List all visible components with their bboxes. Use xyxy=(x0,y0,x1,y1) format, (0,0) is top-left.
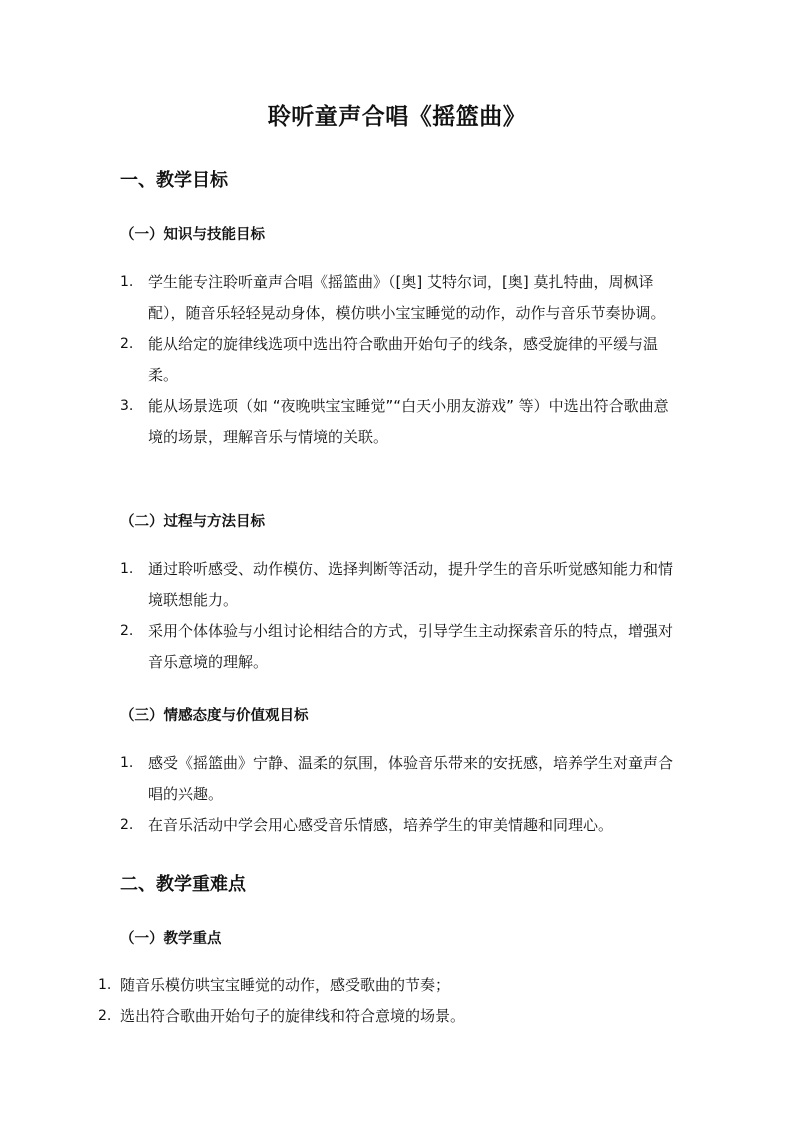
list-item xyxy=(98,970,658,1001)
list-item-text: 能从场景选项（如 “夜晚哄宝宝睡觉”“白天小朋友游戏” 等）中选出符合歌曲意境的场景，理解音乐与情境的关联。 xyxy=(148,397,669,446)
list-item-text: 在音乐活动中学会用心感受音乐情感，培养学生的审美情趣和同理心。 xyxy=(148,816,614,834)
list-item xyxy=(120,554,680,616)
list-item xyxy=(120,616,680,678)
list-item-number: 1. xyxy=(98,977,112,993)
list-item-number: 2. xyxy=(120,336,134,352)
knowledge-objectives-list xyxy=(120,267,680,453)
list-item xyxy=(120,391,680,453)
list-item xyxy=(120,267,680,329)
emotion-objectives-list xyxy=(120,748,680,841)
list-item xyxy=(120,810,680,841)
list-item xyxy=(98,1001,658,1032)
list-item-text: 采用个体体验与小组讨论相结合的方式，引导学生主动探索音乐的特点，增强对音乐意境的理解。 xyxy=(148,622,674,671)
list-item xyxy=(120,748,680,810)
list-item-number: 3. xyxy=(120,398,134,414)
list-item-number: 2. xyxy=(98,1008,112,1024)
list-item-number: 1. xyxy=(120,274,134,290)
list-item-text: 随音乐模仿哄宝宝睡觉的动作，感受歌曲的节奏； xyxy=(120,976,451,994)
subsection-heading-emotion: （三）情感态度与价值观目标 xyxy=(120,708,309,724)
list-item-number: 2. xyxy=(120,817,134,833)
list-item xyxy=(120,329,680,391)
list-item-number: 1. xyxy=(120,755,134,771)
list-item-text: 学生能专注聆听童声合唱《摇篮曲》（[奥] 艾特尔词，[奥] 莫扎特曲，周枫译配），随音乐轻轻晃动身体，模仿哄小宝宝睡觉的动作，动作与音乐节奏协调。 xyxy=(148,273,666,322)
list-item-text: 能从给定的旋律线选项中选出符合歌曲开始句子的线条，感受旋律的平缓与温柔。 xyxy=(148,335,659,384)
key-points-list xyxy=(98,970,658,1032)
list-item-number: 1. xyxy=(120,561,134,577)
subsection-heading-process: （二）过程与方法目标 xyxy=(120,514,265,530)
section-heading-key-points: 二、教学重难点 xyxy=(120,874,246,895)
subsection-heading-knowledge: （一）知识与技能目标 xyxy=(120,227,265,243)
process-objectives-list xyxy=(120,554,680,678)
list-item-text: 选出符合歌曲开始句子的旋律线和符合意境的场景。 xyxy=(120,1007,466,1025)
list-item-number: 2. xyxy=(120,623,134,639)
section-heading-objectives: 一、教学目标 xyxy=(120,170,228,191)
list-item-text: 感受《摇篮曲》宁静、温柔的氛围，体验音乐带来的安抚感，培养学生对童声合唱的兴趣。 xyxy=(148,754,674,803)
subsection-heading-key-focus: （一）教学重点 xyxy=(120,931,222,947)
document-title: 聆听童声合唱《摇篮曲》 xyxy=(267,104,527,130)
list-item-text: 通过聆听感受、动作模仿、选择判断等活动，提升学生的音乐听觉感知能力和情境联想能力。 xyxy=(148,560,674,609)
